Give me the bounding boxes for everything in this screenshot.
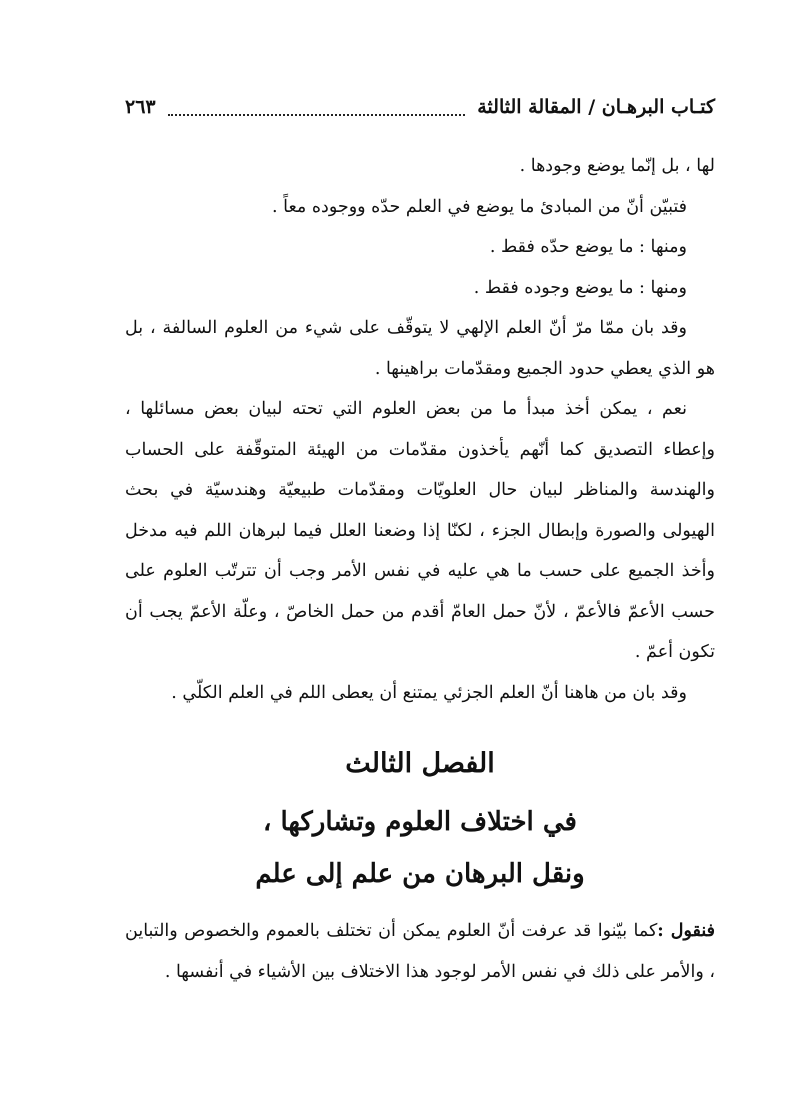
paragraph	[125, 911, 715, 992]
running-header	[125, 90, 715, 124]
leader-dots	[168, 106, 466, 116]
paragraph-text: كما بيّنوا قد عرفت أنّ العلوم يمكن أن تختلف بالعموم والخصوص والتباين ، والأمر على ذلك في نفس الأمر لوجود هذا الاختلاف بين الأشياء في أنفسها .	[125, 921, 715, 982]
paragraph: وقد بان ممّا مرّ أنّ العلم الإلهي لا يتوقّف على شيء من العلوم السالفة ، بل هو الذي يعطي حدود الجميع ومقدّمات براهينها .	[125, 318, 715, 379]
paragraph: لها ، بل إنّما يوضع وجودها .	[519, 156, 715, 176]
paragraph: نعم ، يمكن أخذ مبدأ ما من بعض العلوم التي تحته لبيان بعض مسائلها ، وإعطاء التصديق كما أنّهم يأخذون مقدّمات من الهيئة المتوقّفة على الحساب والهندسة والمناظر لبيان حال العلويّات ومقدّمات طبيعيّة وهندسيّة في بحث الهيولى والصورة وإبطال الجزء ، لكنّا إذا وضعنا العلل فيما لبرهان اللم فيه مدخل وأخذ الجميع على حسب ما هي عليه في نفس الأمر وجب أن تترتّب العلوم على حسب الأعمّ فالأعمّ ، لأنّ حمل العامّ أقدم من حمل الخاصّ ، وعلّة الأعمّ يجب أن تكون أعمّ .	[125, 399, 715, 662]
chapter-label: الفصل الثالث	[345, 748, 495, 779]
paragraph: ومنها : ما يوضع حدّه فقط .	[489, 237, 687, 257]
lead-word: فنقول :	[657, 921, 715, 941]
page-number: ٢٦٣	[125, 96, 156, 118]
chapter-text	[125, 911, 715, 992]
paragraph: وقد بان من هاهنا أنّ العلم الجزئي يمتنع أن يعطى اللم في العلم الكلّي .	[171, 682, 687, 703]
running-header-title: كتـاب البرهـان / المقالة الثالثة	[477, 96, 715, 118]
paragraph: ومنها : ما يوضع وجوده فقط .	[473, 277, 687, 298]
chapter-title-line-1: في اختلاف العلوم وتشاركها ،	[263, 807, 577, 837]
main-text	[125, 146, 715, 713]
chapter-title-line-2: ونقل البرهان من علم إلى علم	[255, 859, 585, 889]
paragraph: فتبيّن أنّ من المبادئ ما يوضع في العلم حدّه ووجوده معاً .	[272, 196, 687, 217]
